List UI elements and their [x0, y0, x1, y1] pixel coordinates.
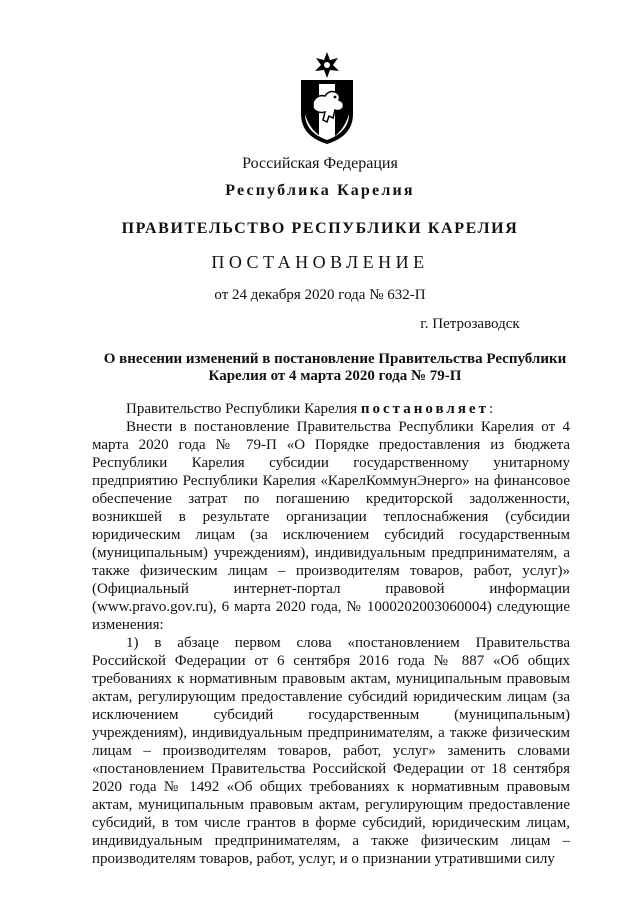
republic-name: Республика Карелия [225, 182, 415, 199]
intro-verb: постановляет [360, 401, 489, 417]
karelia-coat-of-arms-icon [295, 50, 359, 146]
document-date: от 24 декабря 2020 года № 632-П [214, 287, 426, 303]
intro-paragraph [92, 400, 570, 418]
intro-suffix: : [488, 401, 494, 417]
country-name: Российская Федерация [242, 155, 398, 172]
intro-prefix: Правительство Республики Карелия [126, 401, 361, 417]
document-type: ПОСТАНОВЛЕНИЕ [211, 252, 429, 272]
government-name: ПРАВИТЕЛЬСТВО РЕСПУБЛИКИ КАРЕЛИЯ [121, 220, 519, 237]
document-body [92, 400, 570, 868]
city-name: г. Петрозаводск [420, 316, 520, 332]
document-subject: О внесении изменений в постановление Правительства Республики Карелия от 4 марта 2020 года № 79-П [103, 351, 567, 384]
paragraph-2: 1) в абзаце первом слова «постановлением Правительства Российской Федерации от 6 сентября 2016 года № 887 «Об общих требованиях к нормативным правовым актам, муниципальным правовым актам, регулирующим предоставление субсидий юридическим лицам (за исключением субсидий государственным (муниципальным) учреждениям), индивидуальным предпринимателям, а также физическим лицам – производителям товаров, работ, услуг» заменить словами «постановлением Правительства Российской Федерации от 18 сентября 2020 года № 1492 «Об общих требованиях к нормативным правовым актам, муниципальным правовым актам, регулирующим предоставление субсидий, в том числе грантов в форме субсидий, юридическим лицам, индивидуальным предпринимателям, а также физическим лицам – производителям товаров, работ, услуг, и о признании утратившими силу [92, 635, 570, 867]
paragraph-1: Внести в постановление Правительства Республики Карелия от 4 марта 2020 года № 79-П «О Порядке предоставления из бюджета Республики Карелия субсидии государственному унитарному предприятию Республики Карелия «КарелКоммунЭнерго» на финансовое обеспечение затрат по погашению кредиторской задолженности, возникшей в результате организации теплоснабжения (субсидии юридическим лицам (за исключением субсидий государственным (муниципальным) учреждениям), индивидуальным предпринимателям, а также физическим лицам – производителям товаров, работ, услуг)» (Официальный интернет-портал правовой информации (www.pravo.gov.ru), 6 марта 2020 года, № 1000202003060004) следующие изменения: [92, 419, 570, 633]
